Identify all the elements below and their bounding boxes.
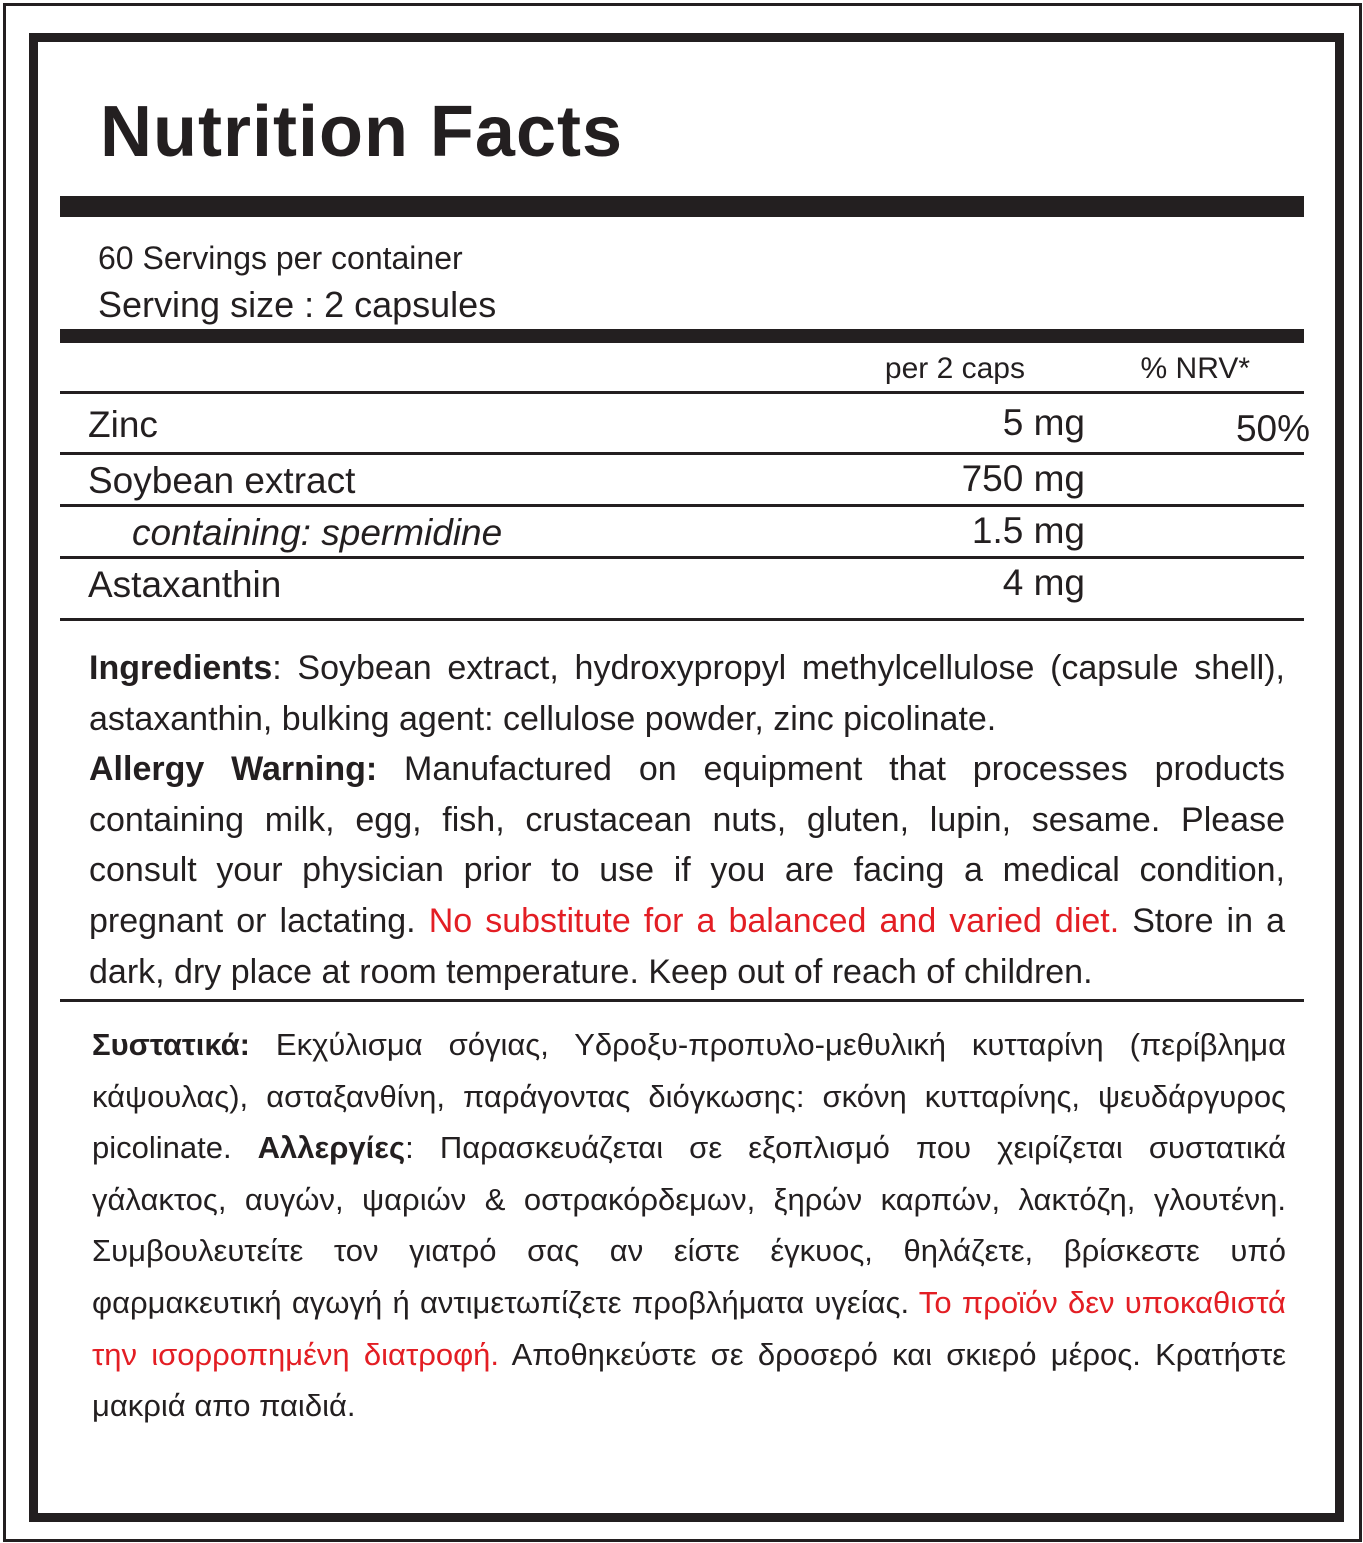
table-row-zinc [60,398,1310,450]
table-row-soybean [60,454,1304,506]
nutrient-amount: 1.5 mg [971,510,1085,551]
table-bottom-divider [60,618,1304,621]
servings-per-container: 60 Servings per container [98,240,463,276]
nutrient-name: Zinc [88,404,158,445]
greek-ingredients-label: Συστατικά: [92,1027,250,1062]
page-title: Nutrition Facts [100,92,624,172]
greek-allergy-text: : Παρασκευάζεται σε εξοπλισμό που χειρίζεται συστατικά γάλακτος, αυγών, ψαριών & οστρακόρδεμων, ξηρών καρπών, λακτόζη, γλουτένη. Συμβουλευτείτε τον γιατρό σας αν είστε έγκυος, θηλάζετε, βρίσκεστε υπό φαρμακευτική αγωγή ή αντιμετωπίζετε προβλήματα υγείας. [92,1130,1286,1320]
header-divider [60,391,1304,394]
nutrient-name: Astaxanthin [88,564,282,605]
serving-size: Serving size : 2 capsules [98,284,497,325]
diet-warning: No substitute for a balanced and varied diet. [428,901,1120,940]
nutrient-nrv: 50% [1235,408,1310,449]
table-row-spermidine [60,506,1304,558]
greek-storage-text: Αποθηκεύστε σε δροσερό και σκιερό μέρος. Κρατήστε μακριά απο παιδιά. [92,1336,1287,1424]
english-ingredients-block [89,643,1285,997]
column-header-nrv: % NRV* [1140,352,1250,385]
greek-ingredients-text: Εκχύλισμα σόγιας, Υδροξυ-προπυλο-μεθυλική κυτταρίνη (περίβλημα κάψουλας), ασταξανθίνη, παράγοντας διόγκωσης: σκόνη κυτταρίνης, ψευδάργυρος picolinate. [92,1027,1286,1166]
nutrient-amount: 750 mg [961,458,1085,499]
greek-allergy-label: Αλλεργίες [257,1130,406,1166]
storage-text: Store in a dark, dry place at room temperature. Keep out of reach of children. [89,901,1285,991]
nutrient-amount: 5 mg [1002,402,1085,443]
ingredients-label: Ingredients [89,649,273,687]
nutrient-amount: 4 mg [1002,562,1085,603]
greek-ingredients-block [92,1019,1286,1432]
greek-diet-warning: Το προϊόν δεν υποκαθιστά την ισορροπημένη διατροφή. [92,1284,1286,1372]
nutrient-name: containing: spermidine [132,512,503,553]
ingredients-text: : Soybean extract, hydroxypropyl methylcellulose (capsule shell), astaxanthin, bulking agent: cellulose powder, zinc picolinate. [89,649,1285,738]
title-divider [60,196,1304,217]
nutrient-name: Soybean extract [88,460,356,501]
language-divider [60,999,1304,1002]
serving-divider [60,329,1304,343]
allergy-warning-text: Manufactured on equipment that processes products containing milk, egg, fish, crustacean nuts, gluten, lupin, sesame. Please consult your physician prior to use if you are facing a medical condition, pregnant or lactating. [89,750,1285,940]
table-row-astaxanthin [60,558,1304,610]
allergy-warning-label: Allergy Warning: [89,750,378,789]
column-header-amount: per 2 caps [884,352,1025,385]
